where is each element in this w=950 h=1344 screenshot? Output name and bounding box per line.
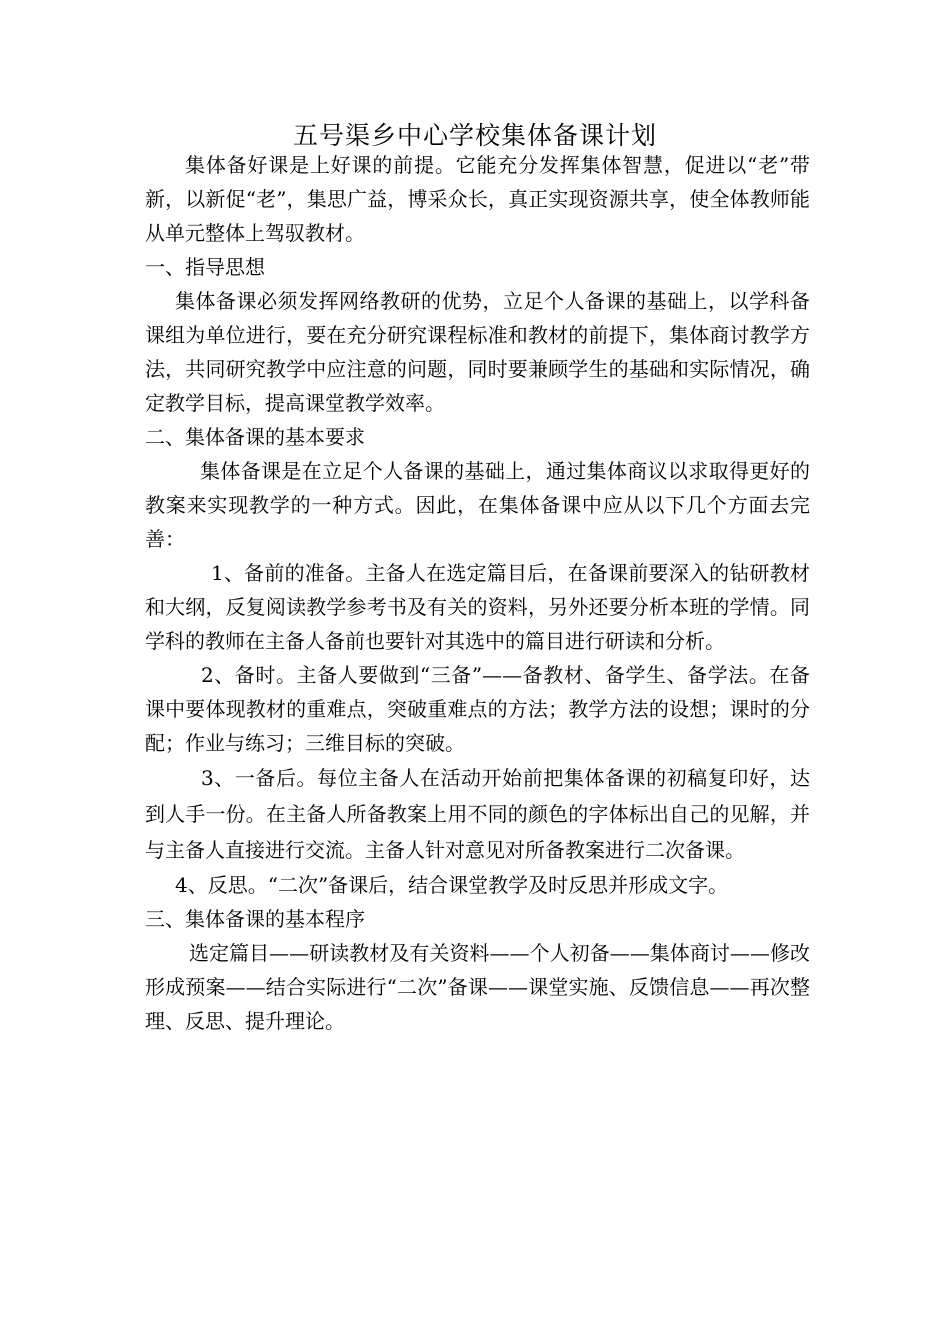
requirement-item-1: 1、备前的准备。主备人在选定篇目后，在备课前要深入的钻研教材和大纲，反复阅读教学参考书及有关的资料，另外还要分析本班的学情。同学科的教师在主备人备前也要针对其选中的篇目进行研读和分析。	[145, 561, 810, 653]
intro-paragraph: 集体备好课是上好课的前提。它能充分发挥集体智慧，促进以“老”带新，以新促“老”，集思广益，博采众长，真正实现资源共享，使全体教师能从单元整体上驾驭教材。	[145, 153, 810, 245]
document-body	[145, 148, 810, 1038]
guiding-ideology-paragraph: 集体备课必须发挥网络教研的优势，立足个人备课的基础上，以学科备课组为单位进行，要在充分研究课程标准和教材的前提下，集体商讨教学方法，共同研究教学中应注意的问题，同时要兼顾学生的基础和实际情况，确定教学目标，提高课堂教学效率。	[145, 289, 810, 415]
section-heading-guiding-ideology: 一、指导思想	[145, 255, 265, 279]
requirement-item-3: 3、一备后。每位主备人在活动开始前把集体备课的初稿复印好，达到人手一份。在主备人所备教案上用不同的颜色的字体标出自己的见解，并与主备人直接进行交流。主备人针对意见对所备教案进行二次备课。	[145, 766, 810, 862]
requirement-item-4: 4、反思。“二次”备课后，结合课堂教学及时反思并形成文字。	[175, 873, 729, 897]
basic-procedure-paragraph: 选定篇目——研读教材及有关资料——个人初备——集体商讨——修改形成预案——结合实际进行“二次”备课——课堂实施、反馈信息——再次整理、反思、提升理论。	[145, 941, 810, 1033]
requirement-item-2: 2、备时。主备人要做到“三备”——备教材、备学生、备学法。在备课中要体现教材的重难点，突破重难点的方法；教学方法的设想；课时的分配；作业与练习；三维目标的突破。	[145, 663, 810, 755]
document-title: 五号渠乡中心学校集体备课计划	[292, 121, 657, 150]
section-heading-basic-requirements: 二、集体备课的基本要求	[145, 425, 365, 449]
section-heading-basic-procedure: 三、集体备课的基本程序	[145, 907, 365, 931]
basic-requirements-paragraph: 集体备课是在立足个人备课的基础上，通过集体商议以求取得更好的教案来实现教学的一种方式。因此，在集体备课中应从以下几个方面去完善：	[145, 459, 810, 551]
